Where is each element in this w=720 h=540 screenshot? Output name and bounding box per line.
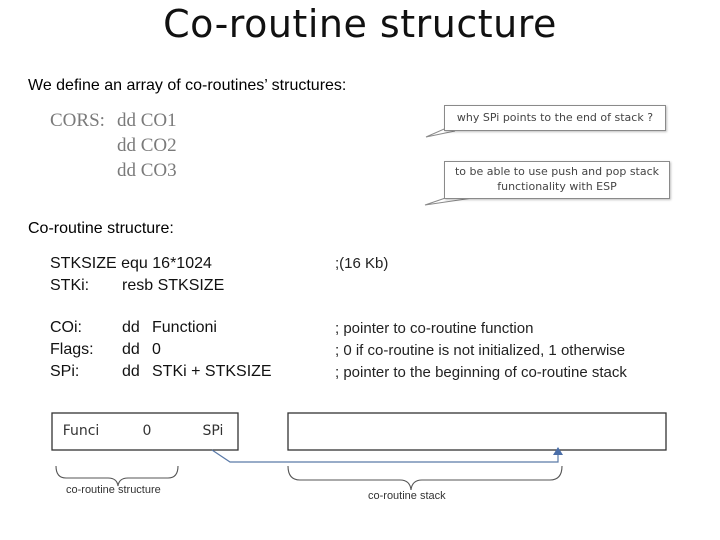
cell-flag: 0 xyxy=(142,423,152,439)
spi-pointer-line xyxy=(212,450,558,462)
field-comment-spi: ; pointer to the beginning of co-routine stack xyxy=(335,364,627,381)
cors-line-1: dd CO1 xyxy=(117,110,177,131)
structure-caption: co-routine structure xyxy=(66,484,161,496)
field-value-spi: STKi + STKSIZE xyxy=(152,363,272,380)
cell-funci: Funci xyxy=(62,423,100,439)
stack-caption: co-routine stack xyxy=(368,490,446,502)
cell-spi: SPi xyxy=(202,423,224,439)
stksize-comment: ;(16 Kb) xyxy=(335,255,389,272)
structure-brace xyxy=(56,466,178,486)
question-bubble: why SPi points to the end of stack ? xyxy=(444,105,666,131)
stksize-line: STKSIZE equ 16*1024 xyxy=(50,255,212,272)
cors-line-2: dd CO2 xyxy=(117,135,177,156)
structure-heading: Co-routine structure: xyxy=(28,220,174,237)
field-op-flags: dd xyxy=(122,341,140,358)
stack-box xyxy=(288,413,666,450)
field-label-spi: SPi: xyxy=(50,363,80,380)
intro-text: We define an array of co-routines’ structures: xyxy=(28,77,347,94)
field-comment-coi: ; pointer to co-routine function xyxy=(335,320,534,337)
field-value-coi: Functioni xyxy=(152,319,217,336)
field-comment-flags: ; 0 if co-routine is not initialized, 1 otherwise xyxy=(335,342,626,359)
stki-label: STKi: xyxy=(50,277,90,294)
field-label-coi: COi: xyxy=(50,319,82,336)
cors-line-3: dd CO3 xyxy=(117,160,177,181)
page-title: Co-routine structure xyxy=(163,2,557,46)
stki-value: resb STKSIZE xyxy=(122,277,225,294)
answer-bubble: to be able to use push and pop stack functionality with ESP xyxy=(444,161,670,199)
cors-label: CORS: xyxy=(50,110,105,131)
field-op-spi: dd xyxy=(122,363,140,380)
field-value-flags: 0 xyxy=(152,341,161,358)
field-op-coi: dd xyxy=(122,319,140,336)
spi-pointer-arrowhead xyxy=(553,447,563,455)
field-label-flags: Flags: xyxy=(50,341,94,358)
stack-brace xyxy=(288,466,562,490)
